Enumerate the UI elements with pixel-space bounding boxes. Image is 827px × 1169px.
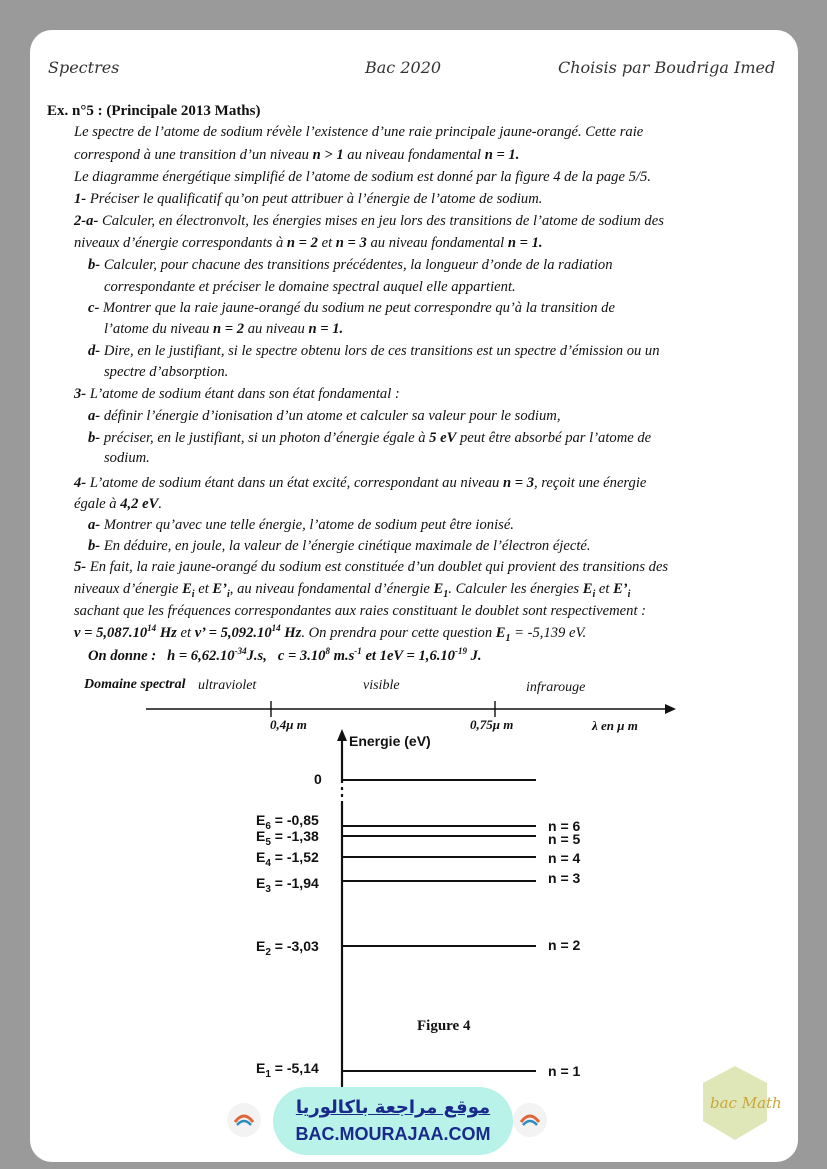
spectral-domain-label: Domaine spectral — [84, 677, 186, 692]
header-right: Choisis par Boudriga Imed — [558, 58, 776, 77]
question-2b-line-1: b- Calculer, pour chacune des transitions précédentes, la longueur d’onde de la radiation — [88, 257, 613, 273]
question-2c-line-1: c- Montrer que la raie jaune-orangé du sodium ne peut correspondre qu’à la transition de — [88, 300, 615, 316]
level-label: $E_6 = -0,85$ — [256, 812, 319, 832]
ir-label: infrarouge — [526, 680, 586, 695]
level-line — [342, 825, 536, 827]
energy-axis — [335, 727, 355, 1117]
level-label: $E_4 = -1,52$ — [256, 849, 319, 869]
document-page — [30, 30, 798, 1162]
question-1: 1- Préciser le qualificatif qu’on peut attribuer à l’énergie de l’atome de sodium. — [74, 191, 543, 207]
zero-label: 0 — [314, 771, 322, 787]
figure-label: Figure 4 — [417, 1018, 471, 1034]
level-line — [342, 835, 536, 837]
banner-arabic: موقع مراجعة باكالوريا — [295, 1097, 491, 1118]
tick-0-4: 0,4μ m — [270, 717, 307, 732]
level-line — [342, 1070, 536, 1072]
question-2c-line-2: l’atome du niveau n = 2 au niveau n = 1. — [104, 321, 344, 337]
level-label: $E_3 = -1,94$ — [256, 875, 319, 895]
question-4-line-1: 4- L’atome de sodium étant dans un état excité, correspondant au niveau n = 3, reçoit une énergie — [74, 475, 647, 491]
level-label: $E_5 = -1,38$ — [256, 828, 319, 848]
level-n-label: n = 5 — [548, 831, 581, 847]
visible-label: visible — [363, 678, 400, 693]
question-3b-line-1: b- préciser, en le justifiant, si un photon d’énergie égale à 5 eV peut être absorbé par l’atome de — [88, 430, 652, 446]
question-3b-line-2: sodium. — [104, 450, 150, 466]
level-line — [342, 880, 536, 882]
site-banner[interactable] — [273, 1087, 513, 1155]
intro-line-1: Le spectre de l’atome de sodium révèle l’existence d’une raie principale jaune-orangé. Cette raie — [74, 124, 644, 140]
question-4a: a- Montrer qu’avec une telle énergie, l’atome de sodium peut être ionisé. — [88, 517, 514, 533]
watermark-text: bac Math — [710, 1094, 782, 1112]
level-label: $E_1 = -5,14$ — [256, 1060, 319, 1080]
question-5-line-1: 5- En fait, la raie jaune-orangé du sodium est constituée d’un doublet qui provient des transitions des — [74, 559, 669, 575]
question-2d-line-2: spectre d’absorption. — [104, 364, 229, 380]
question-2a-line-1: 2-a- Calculer, en électronvolt, les énergies mises en jeu lors des transitions de l’atome de sodium des — [74, 213, 664, 229]
intro-line-2: correspond à une transition d’un niveau n > 1 au niveau fondamental n = 1. — [74, 147, 520, 163]
question-3a: a- définir l’énergie d’ionisation d’un atome et calculer sa valeur pour le sodium, — [88, 408, 561, 424]
question-5-line-3: sachant que les fréquences correspondantes aux raies constituant le doublet sont respectivement : — [74, 603, 647, 619]
intro-line-3: Le diagramme énergétique simplifié de l’atome de sodium est donné par la figure 4 de la page 5/5. — [74, 169, 651, 185]
question-5-line-2: niveaux d’énergie $E_i$ et $E’_i$, au niveau fondamental d’énergie $E_1$. Calculer les énergies $E_i$ et $E’_i$ — [74, 581, 631, 600]
question-4b: b- En déduire, en joule, la valeur de l’énergie cinétique maximale de l’électron éjecté. — [88, 538, 591, 554]
energy-axis-label: Energie (eV) — [349, 733, 431, 749]
level-zero-line — [342, 779, 536, 781]
question-4-line-2: égale à 4,2 eV. — [74, 496, 162, 512]
uv-label: ultraviolet — [198, 678, 257, 693]
level-line — [342, 945, 536, 947]
question-3: 3- L’atome de sodium étant dans son état fondamental : — [74, 386, 400, 402]
level-n-label: n = 1 — [548, 1063, 581, 1079]
level-n-label: n = 6 — [548, 818, 581, 834]
header-left: Spectres — [48, 58, 120, 77]
header-center: Bac 2020 — [365, 58, 442, 77]
given-data: On donne : $h = 6,62.10^{-34}J.s$, $c = 3.10^8$ $m.s^{-1}$ et $1eV = 1,6.10^{-19}$ J. — [88, 646, 482, 664]
question-2d-line-1: d- Dire, en le justifiant, si le spectre obtenu lors de ces transitions est un spectre d’émission ou un — [88, 343, 660, 359]
level-line — [342, 856, 536, 858]
level-label: $E_2 = -3,03$ — [256, 938, 319, 958]
tick-0-75: 0,75μ m — [470, 717, 514, 732]
question-2b-line-2: correspondante et préciser le domaine spectral auquel elle appartient. — [104, 279, 516, 295]
site-logo-left — [226, 1102, 262, 1138]
level-n-label: n = 2 — [548, 937, 581, 953]
lambda-axis-label: λ en μ m — [592, 718, 638, 733]
question-2a-line-2: niveaux d’énergie correspondants à n = 2 et n = 3 au niveau fondamental n = 1. — [74, 235, 543, 251]
banner-url[interactable]: BAC.MOURAJAA.COM — [295, 1124, 491, 1144]
level-n-label: n = 4 — [548, 850, 581, 866]
exercise-title: Ex. n°5 : (Principale 2013 Maths) — [47, 103, 261, 119]
level-n-label: n = 3 — [548, 870, 581, 886]
question-5-line-4: $\nu = 5,087.10^{14}$ Hz et ν’ = $5,092.10^{14}$ Hz. On prendra pour cette question $E_1 = -5,139$ eV. — [74, 623, 587, 644]
site-logo-right — [512, 1102, 548, 1138]
